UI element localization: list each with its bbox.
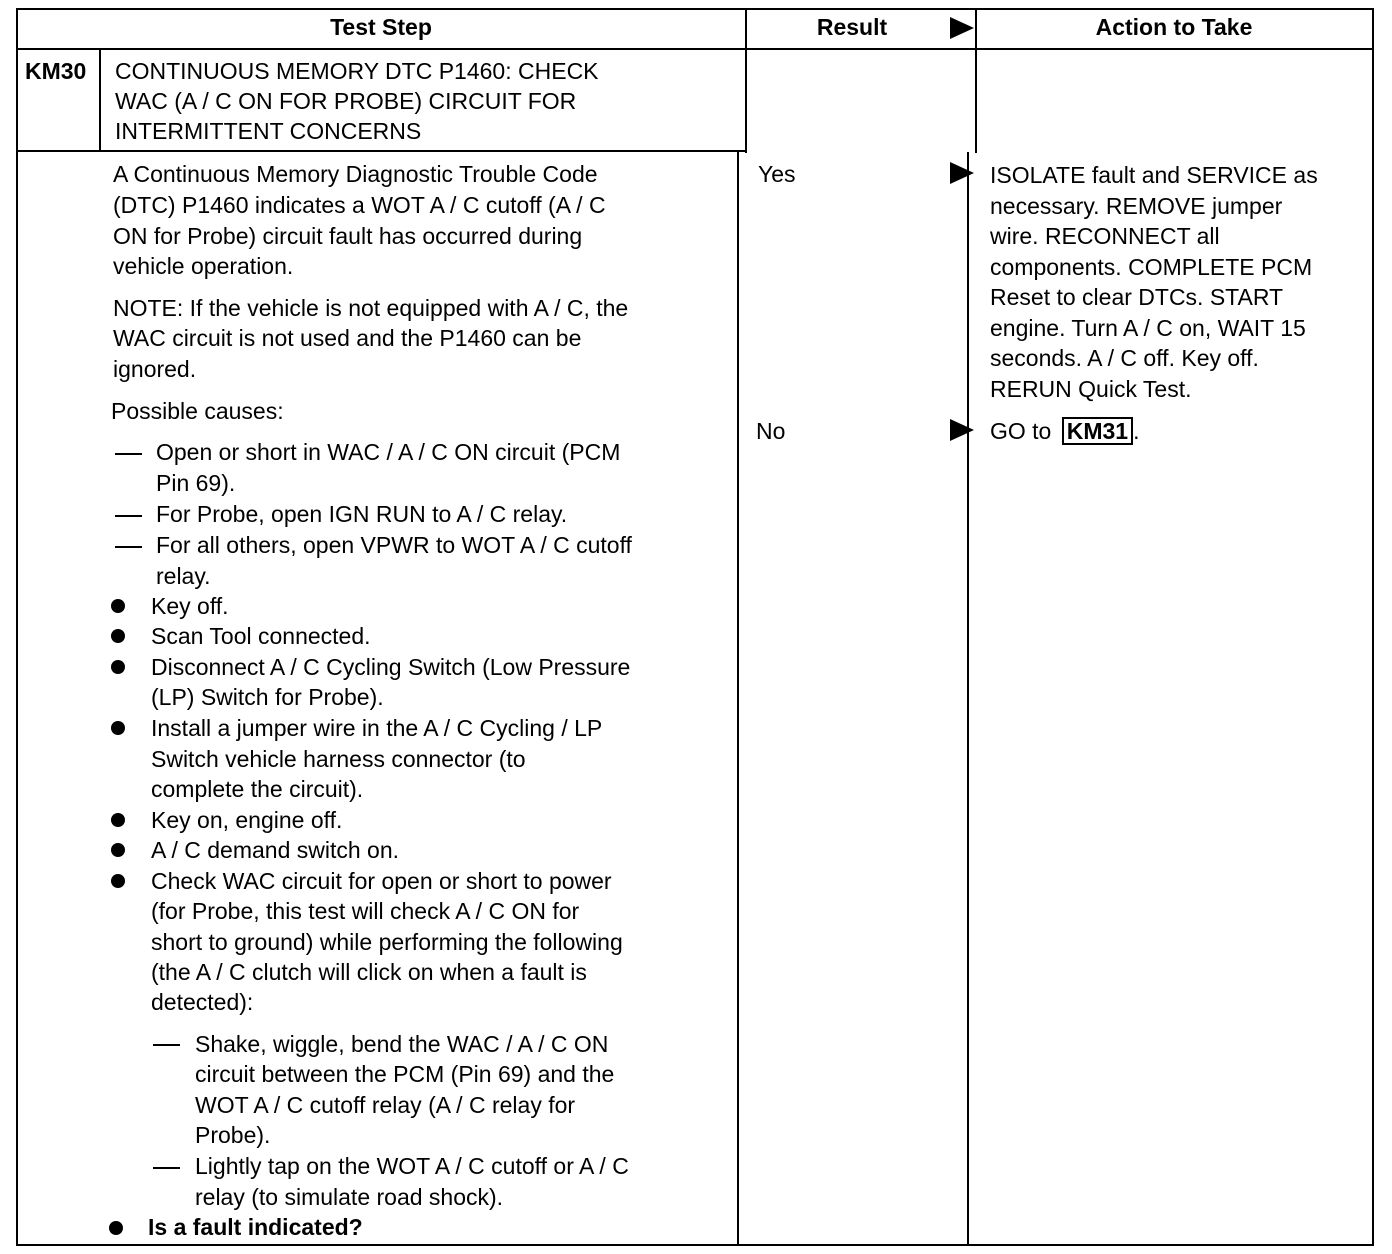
sub-step-line: Probe). bbox=[195, 1122, 271, 1148]
cause-line: For all others, open VPWR to WOT A / C cutoff bbox=[156, 532, 632, 558]
goto-km31-link[interactable]: KM31 bbox=[1062, 417, 1133, 445]
sub-step-line: Lightly tap on the WOT A / C cutoff or A / C bbox=[195, 1153, 629, 1179]
step-title-line: INTERMITTENT CONCERNS bbox=[115, 118, 422, 144]
sub-step-line: circuit between the PCM (Pin 69) and the bbox=[195, 1061, 615, 1087]
yes-action-line: engine. Turn A / C on, WAIT 15 bbox=[990, 315, 1306, 341]
bullet-icon bbox=[111, 813, 125, 827]
yes-action-line: components. COMPLETE PCM bbox=[990, 254, 1313, 280]
question: Is a fault indicated? bbox=[148, 1214, 363, 1240]
dash-icon bbox=[115, 515, 142, 517]
description-line: (DTC) P1460 indicates a WOT A / C cutoff (A / C bbox=[113, 192, 606, 218]
bullet-line: Scan Tool connected. bbox=[151, 623, 371, 649]
causes-heading: Possible causes: bbox=[111, 398, 284, 424]
bullet-icon bbox=[111, 660, 125, 674]
bullet-line: A / C demand switch on. bbox=[151, 837, 400, 863]
cause-line: For Probe, open IGN RUN to A / C relay. bbox=[156, 501, 568, 527]
description-line: A Continuous Memory Diagnostic Trouble Code bbox=[113, 161, 598, 187]
bullet-line: short to ground) while performing the following bbox=[151, 929, 623, 955]
result-column-left-border-lower bbox=[737, 152, 739, 1246]
bullet-icon bbox=[111, 721, 125, 735]
bullet-line: complete the circuit). bbox=[151, 776, 364, 802]
result-no: No bbox=[756, 418, 786, 444]
dash-icon bbox=[153, 1167, 180, 1169]
note-line: NOTE: If the vehicle is not equipped with A / C, the bbox=[113, 295, 629, 321]
bullet-line: Key on, engine off. bbox=[151, 807, 343, 833]
yes-action-line: wire. RECONNECT all bbox=[990, 223, 1220, 249]
step-title-line: CONTINUOUS MEMORY DTC P1460: CHECK bbox=[115, 58, 599, 84]
bullet-line: (for Probe, this test will check A / C ON for bbox=[151, 898, 580, 924]
table-bottom-border bbox=[16, 1244, 1374, 1246]
description-line: vehicle operation. bbox=[113, 253, 294, 279]
yes-action-line: necessary. REMOVE jumper bbox=[990, 193, 1283, 219]
bullet-icon bbox=[111, 599, 125, 613]
header-bottom-border bbox=[16, 48, 1374, 50]
header-arrow-icon bbox=[950, 17, 974, 39]
step-title-line: WAC (A / C ON FOR PROBE) CIRCUIT FOR bbox=[115, 88, 577, 114]
description-line: ON for Probe) circuit fault has occurred during bbox=[113, 223, 583, 249]
table-top-border bbox=[16, 8, 1374, 10]
bullet-line: Key off. bbox=[151, 593, 229, 619]
step-id: KM30 bbox=[25, 58, 87, 84]
yes-action-line: RERUN Quick Test. bbox=[990, 376, 1192, 402]
dash-icon bbox=[153, 1044, 180, 1046]
note-line: ignored. bbox=[113, 356, 197, 382]
bullet-icon bbox=[109, 1221, 123, 1235]
yes-arrow-icon bbox=[950, 162, 974, 184]
header-result: Result bbox=[816, 14, 888, 40]
header-test-step: Test Step bbox=[330, 14, 432, 40]
dash-icon bbox=[115, 546, 142, 548]
bullet-icon bbox=[111, 843, 125, 857]
sub-step-line: Shake, wiggle, bend the WAC / A / C ON bbox=[195, 1031, 609, 1057]
action-column-left-border-lower bbox=[967, 152, 969, 1246]
cause-line: Pin 69). bbox=[156, 470, 236, 496]
bullet-icon bbox=[111, 629, 125, 643]
bullet-icon bbox=[111, 874, 125, 888]
no-action-prefix: GO to bbox=[990, 418, 1052, 444]
result-yes: Yes bbox=[758, 161, 796, 187]
bullet-line: Check WAC circuit for open or short to power bbox=[151, 868, 612, 894]
bullet-line: (LP) Switch for Probe). bbox=[151, 684, 384, 710]
id-column-divider bbox=[99, 48, 101, 152]
yes-action-line: seconds. A / C off. Key off. bbox=[990, 345, 1259, 371]
no-arrow-icon bbox=[950, 419, 974, 441]
cause-line: relay. bbox=[156, 563, 211, 589]
no-action-suffix: . bbox=[1133, 418, 1140, 444]
left-border bbox=[16, 8, 18, 1246]
note-line: WAC circuit is not used and the P1460 can be bbox=[113, 325, 582, 351]
bullet-line: Install a jumper wire in the A / C Cycling / LP bbox=[151, 715, 603, 741]
no-action bbox=[990, 416, 1140, 447]
dash-icon bbox=[115, 453, 142, 455]
header-action: Action to Take bbox=[1095, 14, 1253, 40]
yes-action-line: ISOLATE fault and SERVICE as bbox=[990, 162, 1318, 188]
bullet-line: detected): bbox=[151, 989, 254, 1015]
cause-line: Open or short in WAC / A / C ON circuit (PCM bbox=[156, 439, 621, 465]
bullet-line: (the A / C clutch will click on when a fault is bbox=[151, 959, 587, 985]
sub-step-line: WOT A / C cutoff relay (A / C relay for bbox=[195, 1092, 576, 1118]
step-title-bottom-border bbox=[16, 150, 746, 152]
right-border bbox=[1372, 8, 1374, 1246]
yes-action-line: Reset to clear DTCs. START bbox=[990, 284, 1284, 310]
bullet-line: Switch vehicle harness connector (to bbox=[151, 746, 526, 772]
sub-step-line: relay (to simulate road shock). bbox=[195, 1184, 504, 1210]
bullet-line: Disconnect A / C Cycling Switch (Low Pressure bbox=[151, 654, 631, 680]
